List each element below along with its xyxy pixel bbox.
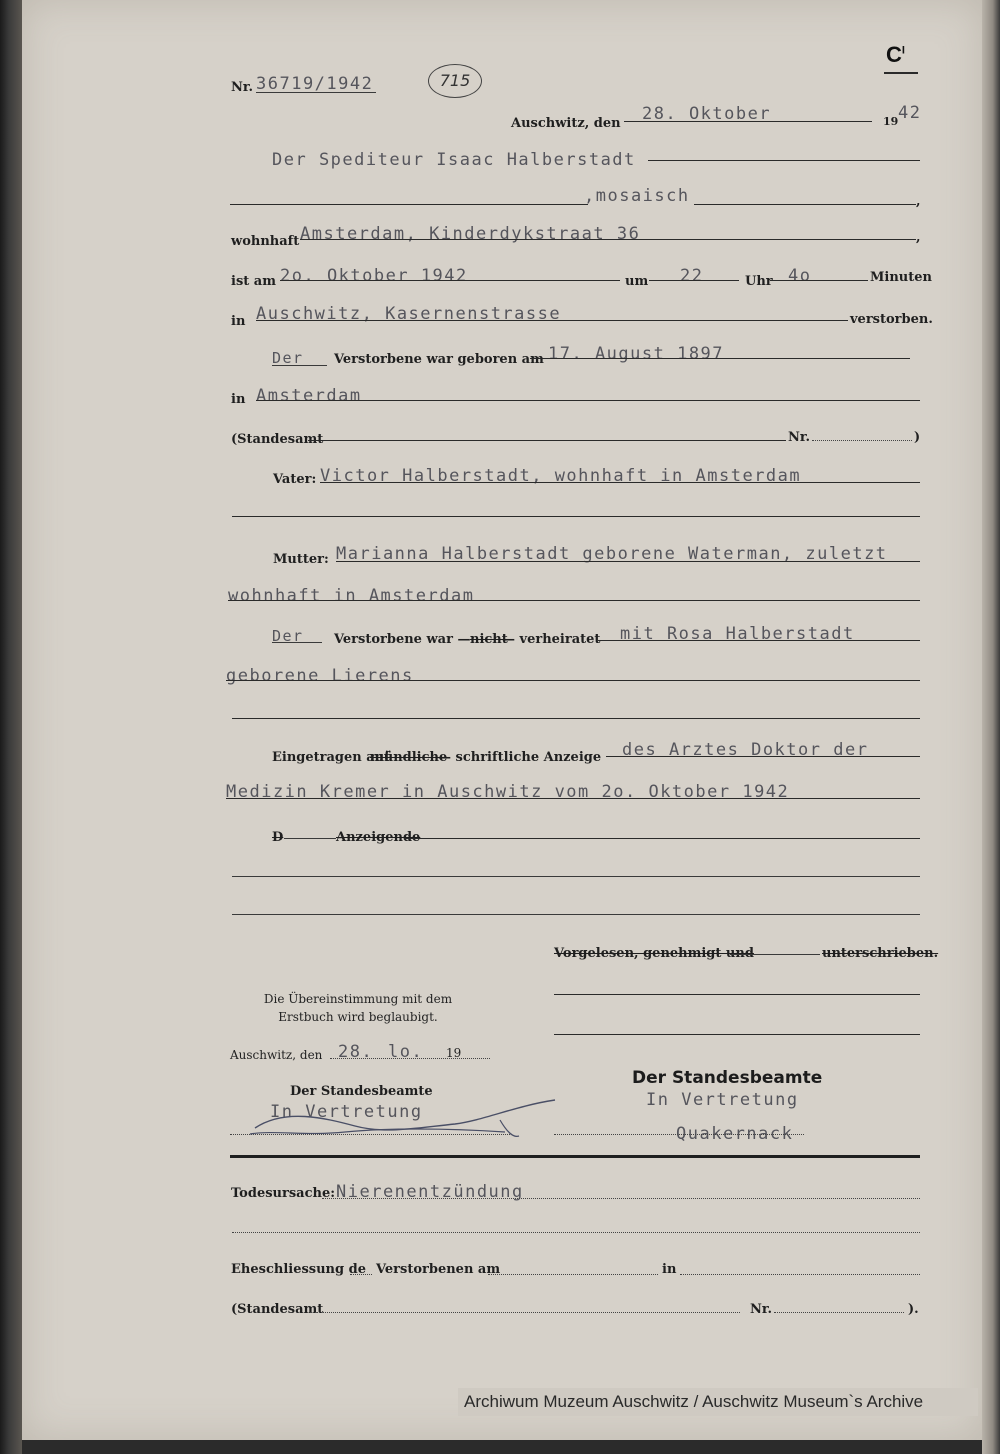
corner-mark: $C^I$ [886, 42, 905, 67]
deceased-name-line: Der Spediteur Isaac Halberstadt [272, 150, 636, 170]
corner-underline [884, 72, 918, 74]
uhr-label: Uhr [745, 274, 773, 289]
circled-number: 715 [428, 64, 482, 98]
mutter-value-2: wohnhaft in Amsterdam [228, 586, 475, 606]
death-date: 2o. Oktober 1942 [280, 266, 468, 286]
eingetragen-label: Eingetragen auf [272, 750, 390, 765]
date-year-prefix: 19 [883, 115, 899, 128]
mutter-label: Mutter: [273, 552, 329, 567]
cert-month: lo. [388, 1042, 424, 1062]
muendliche: mündliche [370, 750, 448, 765]
death-place: Auschwitz, Kasernenstrasse [256, 304, 562, 324]
place-date-label: Auschwitz, den [511, 116, 621, 131]
standesamt-nr-2: Nr. [750, 1302, 773, 1317]
birth-date: 17. August 1897 [548, 344, 725, 364]
signature-scribble [245, 1098, 565, 1148]
nr-label: Nr. [231, 80, 254, 95]
book-binding [0, 0, 22, 1454]
married-nicht: nicht [470, 632, 508, 647]
der-label-1: Der [272, 349, 304, 367]
birth-place: Amsterdam [256, 386, 362, 406]
anzeigende-d: D [272, 830, 284, 845]
hour: 22 [680, 266, 704, 286]
minute: 4o [788, 266, 812, 286]
um-label: um [625, 274, 649, 289]
archive-watermark: Archiwum Muzeum Auschwitz / Auschwitz Museum`s Archive [458, 1388, 978, 1416]
wohnhaft-value: Amsterdam, Kinderdykstraat 36 [300, 224, 641, 244]
in-label: in [231, 314, 246, 329]
religion: ,mosaisch [584, 186, 690, 206]
anzeigende: Anzeigende [336, 830, 421, 845]
document-page [22, 0, 982, 1440]
married-label-a: Verstorbene war — [334, 632, 471, 647]
standesamt-label: (Standesamt [231, 432, 324, 447]
cert-year: 19 [446, 1046, 462, 1060]
vorgelesen: Vorgelesen, genehmigt und [554, 946, 754, 961]
married-label-b: — verheiratet [502, 632, 601, 647]
verstorben-label: verstorben. [850, 312, 933, 327]
schriftliche-label: — schriftliche Anzeige [438, 750, 602, 765]
verstorbenen-am: Verstorbenen am [376, 1262, 501, 1277]
uebereinstimmung-1: Die Übereinstimmung mit dem [263, 992, 453, 1006]
cert-place-label: Auschwitz, den [230, 1048, 323, 1062]
der-label-2: Der [272, 627, 304, 645]
nr-value: 36719/1942 [256, 74, 374, 94]
todesursache-value: Nierenentzündung [336, 1182, 524, 1202]
standesamt-nr: Nr. [788, 430, 811, 445]
unterschrieben: unterschrieben. [822, 946, 939, 961]
birth-label: Verstorbene war geboren am [334, 352, 544, 367]
ist-am-label: ist am [231, 274, 276, 289]
minuten-label: Minuten [870, 270, 932, 285]
vater-value: Victor Halberstadt, wohnhaft in Amsterdam [320, 466, 802, 486]
mutter-value-1: Marianna Halberstadt geborene Waterman, zuletzt [336, 544, 888, 564]
wohnhaft-label: wohnhaft [231, 234, 300, 249]
signer-name: Quakernack [676, 1124, 794, 1144]
date-year-suffix: 42 [898, 103, 922, 123]
eheschliessung-label: Eheschliessung de [231, 1262, 366, 1277]
vater-label: Vater: [273, 472, 317, 487]
uebereinstimmung-2: Erstbuch wird beglaubigt. [278, 1010, 438, 1024]
anzeige-line-2: Medizin Kremer in Auschwitz vom 2o. Oktober 1942 [226, 782, 790, 802]
separator-line [230, 1155, 920, 1158]
vertretung-left: In Vertretung [270, 1102, 423, 1122]
in-label-3: in [662, 1262, 677, 1277]
in-label-2: in [231, 392, 246, 407]
cert-day: 28. [338, 1042, 374, 1062]
spouse-line-2: geborene Lierens [226, 666, 414, 686]
date-day-month: 28. Oktober [642, 104, 772, 124]
vertretung-right: In Vertretung [646, 1090, 799, 1110]
page-edge [982, 0, 1000, 1454]
anzeige-line-1: des Arztes Doktor der [622, 740, 869, 760]
standesbeamte-left: Der Standesbeamte [290, 1084, 433, 1099]
standesamt-label-2: (Standesamt [231, 1302, 324, 1317]
standesbeamte-right: Der Standesbeamte [632, 1068, 823, 1088]
todesursache-label: Todesursache: [231, 1186, 336, 1201]
spouse-line-1: mit Rosa Halberstadt [620, 624, 855, 644]
